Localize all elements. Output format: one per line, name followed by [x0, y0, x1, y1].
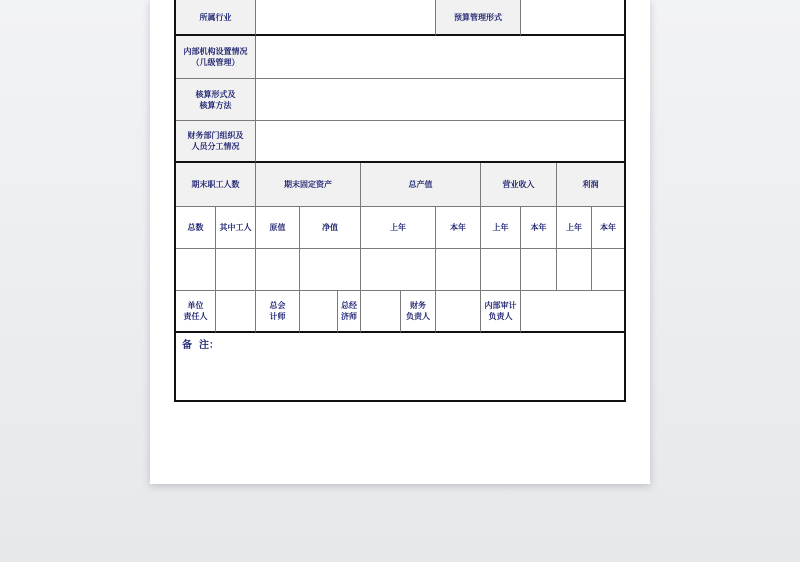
unit-head-label-line1: 单位 — [187, 301, 204, 310]
subheader-revenue-this — [521, 207, 557, 249]
subheader-profit-this-text: 本年 — [600, 223, 616, 232]
subheader-original-value — [256, 207, 300, 249]
subheader-original-value-text: 原值 — [269, 223, 286, 232]
internal-audit-signature[interactable] — [521, 291, 624, 333]
chief-economist-label — [338, 291, 361, 333]
chief-accountant-signature[interactable] — [300, 291, 338, 333]
budget-mgmt-label — [436, 0, 521, 36]
revenue-header-text: 营业收入 — [502, 180, 535, 189]
value-revenue-this[interactable] — [521, 249, 557, 291]
internal-org-label-line2: （几级管理） — [191, 58, 240, 67]
chief-accountant-label — [256, 291, 300, 333]
output-header — [361, 163, 481, 207]
profit-header — [557, 163, 624, 207]
value-revenue-last[interactable] — [481, 249, 521, 291]
finance-head-label-line2: 负责人 — [406, 312, 430, 321]
finance-dept-label-line2: 人员分工情况 — [191, 142, 240, 151]
unit-head-signature[interactable] — [216, 291, 256, 333]
remarks-area[interactable] — [176, 332, 624, 400]
finance-dept-label — [176, 121, 256, 163]
industry-label-text: 所属行业 — [199, 12, 232, 22]
finance-dept-value[interactable] — [256, 121, 624, 163]
document-page — [150, 0, 650, 484]
value-profit-last[interactable] — [557, 249, 592, 291]
industry-label — [176, 0, 256, 36]
accounting-label — [176, 79, 256, 121]
value-original[interactable] — [256, 249, 300, 291]
subheader-output-this-text: 本年 — [450, 223, 466, 232]
unit-head-label — [176, 291, 216, 333]
chief-economist-signature[interactable] — [361, 291, 401, 333]
accounting-value[interactable] — [256, 79, 624, 121]
unit-head-label-line2: 责任人 — [183, 312, 208, 321]
subheader-total — [176, 207, 216, 249]
subheader-workers-text: 其中工人 — [219, 223, 252, 232]
subheader-output-last-text: 上年 — [390, 223, 406, 232]
subheader-net-value-text: 净值 — [322, 223, 338, 232]
value-profit-this[interactable] — [592, 249, 624, 291]
chief-accountant-label-line1: 总会 — [269, 301, 286, 310]
budget-mgmt-value[interactable] — [521, 0, 624, 36]
subheader-profit-last-text: 上年 — [566, 223, 582, 232]
chief-economist-label-line1: 总经 — [341, 301, 357, 310]
internal-audit-label-line1: 内部审计 — [484, 301, 517, 310]
value-output-this[interactable] — [436, 249, 481, 291]
internal-org-value[interactable] — [256, 36, 624, 79]
chief-accountant-label-line2: 计师 — [269, 312, 286, 321]
revenue-header — [481, 163, 557, 207]
subheader-workers — [216, 207, 256, 249]
subheader-revenue-this-text: 本年 — [530, 223, 547, 232]
subheader-output-this — [436, 207, 481, 249]
subheader-net-value — [300, 207, 361, 249]
fixed-assets-header-text: 期末固定资产 — [284, 180, 332, 189]
subheader-profit-last — [557, 207, 592, 249]
accounting-label-line2: 核算方法 — [199, 100, 232, 110]
internal-audit-label-line2: 负责人 — [488, 312, 513, 321]
internal-org-label-line1: 内部机构设置情况 — [183, 47, 248, 56]
employees-header-text: 期末职工人数 — [191, 180, 240, 189]
value-output-last[interactable] — [361, 249, 436, 291]
subheader-revenue-last-text: 上年 — [492, 223, 509, 232]
profit-header-text: 利润 — [582, 180, 599, 189]
finance-dept-label-line1: 财务部门组织及 — [187, 131, 244, 140]
employees-header — [176, 163, 256, 207]
registration-form-table — [174, 0, 626, 402]
internal-audit-label — [481, 291, 521, 333]
remarks-label: 备 注： — [182, 340, 219, 351]
finance-head-label — [401, 291, 436, 333]
industry-value[interactable] — [256, 0, 436, 36]
internal-org-label — [176, 36, 256, 79]
fixed-assets-header — [256, 163, 361, 207]
subheader-revenue-last — [481, 207, 521, 249]
subheader-total-text: 总数 — [187, 223, 204, 232]
accounting-label-line1: 核算形式及 — [195, 89, 236, 99]
budget-mgmt-label-text: 预算管理形式 — [454, 12, 502, 22]
finance-head-signature[interactable] — [436, 291, 481, 333]
output-header-text: 总产值 — [408, 180, 433, 189]
value-net[interactable] — [300, 249, 361, 291]
subheader-output-last — [361, 207, 436, 249]
chief-economist-label-line2: 济师 — [341, 312, 357, 321]
value-total[interactable] — [176, 249, 216, 291]
subheader-profit-this — [592, 207, 624, 249]
value-workers[interactable] — [216, 249, 256, 291]
finance-head-label-line1: 财务 — [410, 301, 426, 310]
